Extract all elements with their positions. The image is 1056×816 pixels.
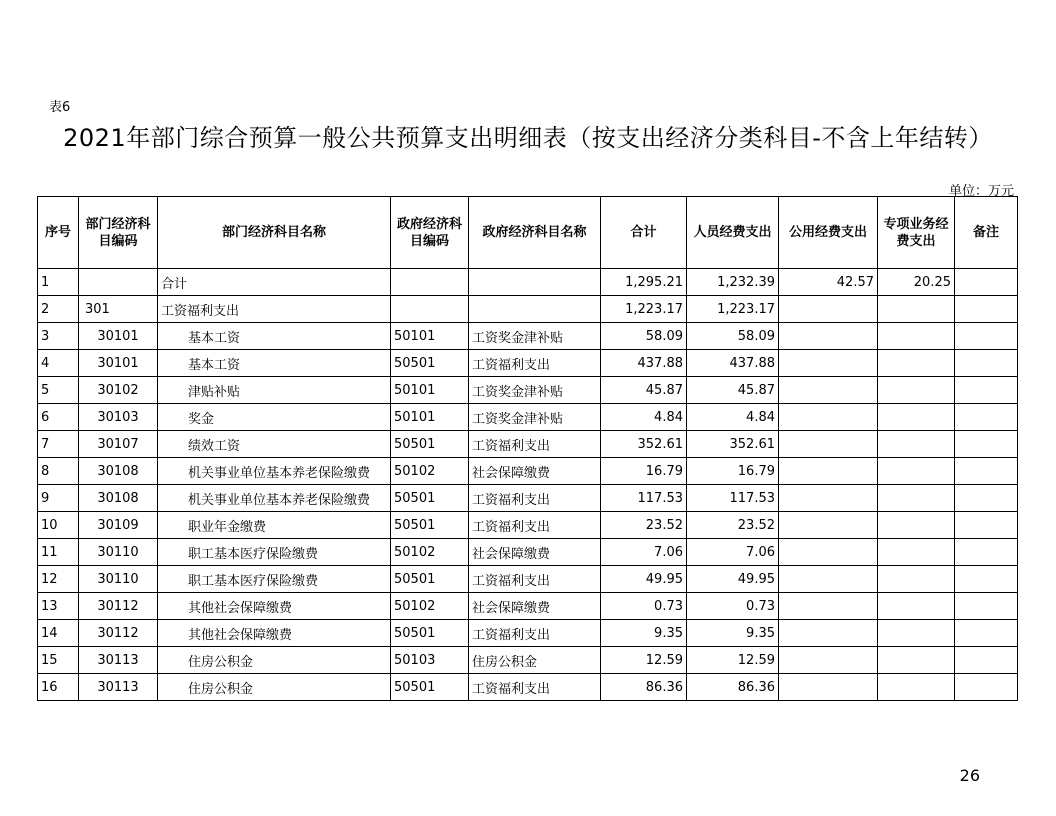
cell-gov-code: 50101 xyxy=(391,404,469,431)
cell-dept-code xyxy=(79,269,158,296)
cell-special xyxy=(878,539,955,566)
table-row xyxy=(38,350,1018,377)
cell-gov-code: 50501 xyxy=(391,566,469,593)
cell-total: 9.35 xyxy=(601,620,687,647)
table-body xyxy=(38,269,1018,701)
cell-special xyxy=(878,512,955,539)
cell-personnel: 23.52 xyxy=(687,512,779,539)
cell-seq: 1 xyxy=(38,269,79,296)
cell-public xyxy=(779,377,878,404)
cell-remark xyxy=(955,377,1018,404)
cell-special xyxy=(878,485,955,512)
cell-remark xyxy=(955,350,1018,377)
cell-public xyxy=(779,458,878,485)
cell-public xyxy=(779,404,878,431)
cell-gov-name: 工资福利支出 xyxy=(469,431,601,458)
cell-special: 20.25 xyxy=(878,269,955,296)
cell-gov-code: 50102 xyxy=(391,458,469,485)
cell-personnel: 1,223.17 xyxy=(687,296,779,323)
cell-total: 49.95 xyxy=(601,566,687,593)
header-total: 合计 xyxy=(601,197,687,269)
cell-remark xyxy=(955,566,1018,593)
cell-remark xyxy=(955,404,1018,431)
unit-label: 单位：万元 xyxy=(948,184,1014,199)
cell-total: 12.59 xyxy=(601,647,687,674)
cell-gov-name: 社会保障缴费 xyxy=(469,458,601,485)
table-row xyxy=(38,296,1018,323)
cell-personnel: 7.06 xyxy=(687,539,779,566)
cell-dept-name: 职业年金缴费 xyxy=(158,512,391,539)
cell-remark xyxy=(955,593,1018,620)
header-seq: 序号 xyxy=(38,197,79,269)
cell-dept-name: 合计 xyxy=(158,269,391,296)
cell-public xyxy=(779,485,878,512)
cell-dept-code: 30109 xyxy=(79,512,158,539)
cell-gov-name: 工资奖金津补贴 xyxy=(469,404,601,431)
cell-special xyxy=(878,404,955,431)
cell-gov-code: 50501 xyxy=(391,512,469,539)
header-gov-name: 政府经济科目名称 xyxy=(469,197,601,269)
cell-remark xyxy=(955,269,1018,296)
cell-seq: 9 xyxy=(38,485,79,512)
table-row xyxy=(38,674,1018,701)
table-row xyxy=(38,485,1018,512)
cell-seq: 7 xyxy=(38,431,79,458)
header-special: 专项业务经费支出 xyxy=(878,197,955,269)
cell-total: 45.87 xyxy=(601,377,687,404)
table-row xyxy=(38,647,1018,674)
cell-public xyxy=(779,539,878,566)
cell-gov-name: 社会保障缴费 xyxy=(469,593,601,620)
page-number: 26 xyxy=(959,766,980,785)
page-title: 2021年部门综合预算一般公共预算支出明细表（按支出经济分类科目-不含上年结转） xyxy=(63,124,993,152)
cell-seq: 5 xyxy=(38,377,79,404)
cell-remark xyxy=(955,485,1018,512)
cell-gov-code: 50501 xyxy=(391,620,469,647)
budget-table xyxy=(37,196,1018,701)
cell-seq: 16 xyxy=(38,674,79,701)
cell-gov-code: 50102 xyxy=(391,539,469,566)
cell-gov-code: 50501 xyxy=(391,431,469,458)
table-row xyxy=(38,458,1018,485)
cell-remark xyxy=(955,512,1018,539)
cell-dept-name: 基本工资 xyxy=(158,350,391,377)
cell-special xyxy=(878,377,955,404)
cell-personnel: 16.79 xyxy=(687,458,779,485)
cell-personnel: 45.87 xyxy=(687,377,779,404)
table-row xyxy=(38,323,1018,350)
cell-seq: 10 xyxy=(38,512,79,539)
cell-seq: 15 xyxy=(38,647,79,674)
cell-gov-code xyxy=(391,269,469,296)
cell-special xyxy=(878,593,955,620)
cell-gov-name xyxy=(469,269,601,296)
cell-dept-code: 30112 xyxy=(79,593,158,620)
cell-personnel: 58.09 xyxy=(687,323,779,350)
cell-remark xyxy=(955,539,1018,566)
table-row xyxy=(38,269,1018,296)
cell-special xyxy=(878,674,955,701)
cell-dept-name: 其他社会保障缴费 xyxy=(158,593,391,620)
header-dept-name: 部门经济科目名称 xyxy=(158,197,391,269)
cell-special xyxy=(878,431,955,458)
cell-public xyxy=(779,350,878,377)
cell-dept-code: 30107 xyxy=(79,431,158,458)
cell-gov-code: 50101 xyxy=(391,323,469,350)
cell-dept-name: 机关事业单位基本养老保险缴费 xyxy=(158,458,391,485)
cell-seq: 2 xyxy=(38,296,79,323)
cell-special xyxy=(878,296,955,323)
cell-dept-code: 30103 xyxy=(79,404,158,431)
cell-public xyxy=(779,512,878,539)
cell-dept-code: 30110 xyxy=(79,566,158,593)
cell-seq: 3 xyxy=(38,323,79,350)
cell-public: 42.57 xyxy=(779,269,878,296)
cell-gov-name: 工资福利支出 xyxy=(469,674,601,701)
cell-total: 117.53 xyxy=(601,485,687,512)
cell-personnel: 437.88 xyxy=(687,350,779,377)
cell-remark xyxy=(955,458,1018,485)
cell-dept-name: 津贴补贴 xyxy=(158,377,391,404)
cell-gov-code: 50101 xyxy=(391,377,469,404)
cell-gov-name: 社会保障缴费 xyxy=(469,539,601,566)
header-row xyxy=(38,197,1018,269)
cell-remark xyxy=(955,620,1018,647)
cell-personnel: 4.84 xyxy=(687,404,779,431)
cell-total: 1,295.21 xyxy=(601,269,687,296)
cell-gov-name: 工资福利支出 xyxy=(469,350,601,377)
cell-remark xyxy=(955,431,1018,458)
cell-dept-code: 30112 xyxy=(79,620,158,647)
cell-dept-code: 30110 xyxy=(79,539,158,566)
cell-dept-code: 30101 xyxy=(79,350,158,377)
cell-remark xyxy=(955,647,1018,674)
cell-total: 16.79 xyxy=(601,458,687,485)
cell-dept-code: 30101 xyxy=(79,323,158,350)
cell-public xyxy=(779,620,878,647)
cell-public xyxy=(779,296,878,323)
table-row xyxy=(38,431,1018,458)
cell-gov-code: 50501 xyxy=(391,674,469,701)
cell-dept-code: 30102 xyxy=(79,377,158,404)
header-remark: 备注 xyxy=(955,197,1018,269)
cell-public xyxy=(779,647,878,674)
cell-gov-name: 住房公积金 xyxy=(469,647,601,674)
cell-public xyxy=(779,593,878,620)
cell-gov-code: 50501 xyxy=(391,485,469,512)
cell-gov-name: 工资福利支出 xyxy=(469,566,601,593)
cell-personnel: 12.59 xyxy=(687,647,779,674)
cell-seq: 8 xyxy=(38,458,79,485)
cell-special xyxy=(878,323,955,350)
cell-special xyxy=(878,620,955,647)
cell-dept-name: 工资福利支出 xyxy=(158,296,391,323)
cell-dept-name: 住房公积金 xyxy=(158,674,391,701)
cell-gov-name: 工资福利支出 xyxy=(469,485,601,512)
cell-special xyxy=(878,647,955,674)
cell-seq: 4 xyxy=(38,350,79,377)
cell-personnel: 352.61 xyxy=(687,431,779,458)
cell-remark xyxy=(955,296,1018,323)
cell-personnel: 1,232.39 xyxy=(687,269,779,296)
cell-total: 23.52 xyxy=(601,512,687,539)
cell-dept-code: 301 xyxy=(79,296,158,323)
cell-dept-name: 职工基本医疗保险缴费 xyxy=(158,566,391,593)
cell-dept-name: 其他社会保障缴费 xyxy=(158,620,391,647)
header-dept-code: 部门经济科目编码 xyxy=(79,197,158,269)
table-row xyxy=(38,377,1018,404)
cell-dept-name: 基本工资 xyxy=(158,323,391,350)
cell-personnel: 117.53 xyxy=(687,485,779,512)
cell-special xyxy=(878,566,955,593)
cell-dept-name: 奖金 xyxy=(158,404,391,431)
cell-dept-name: 机关事业单位基本养老保险缴费 xyxy=(158,485,391,512)
table-label: 表6 xyxy=(49,100,71,115)
cell-dept-code: 30108 xyxy=(79,458,158,485)
cell-gov-code: 50501 xyxy=(391,350,469,377)
cell-seq: 12 xyxy=(38,566,79,593)
cell-dept-name: 职工基本医疗保险缴费 xyxy=(158,539,391,566)
header-gov-code: 政府经济科目编码 xyxy=(391,197,469,269)
cell-seq: 14 xyxy=(38,620,79,647)
cell-total: 7.06 xyxy=(601,539,687,566)
cell-public xyxy=(779,674,878,701)
cell-special xyxy=(878,350,955,377)
cell-gov-name xyxy=(469,296,601,323)
cell-total: 1,223.17 xyxy=(601,296,687,323)
cell-total: 352.61 xyxy=(601,431,687,458)
cell-seq: 13 xyxy=(38,593,79,620)
cell-seq: 6 xyxy=(38,404,79,431)
cell-dept-name: 绩效工资 xyxy=(158,431,391,458)
cell-total: 86.36 xyxy=(601,674,687,701)
header-personnel: 人员经费支出 xyxy=(687,197,779,269)
cell-gov-code: 50102 xyxy=(391,593,469,620)
cell-dept-code: 30113 xyxy=(79,674,158,701)
cell-gov-name: 工资福利支出 xyxy=(469,512,601,539)
cell-personnel: 86.36 xyxy=(687,674,779,701)
cell-special xyxy=(878,458,955,485)
cell-public xyxy=(779,431,878,458)
table-row xyxy=(38,566,1018,593)
cell-gov-code xyxy=(391,296,469,323)
cell-personnel: 9.35 xyxy=(687,620,779,647)
cell-dept-code: 30113 xyxy=(79,647,158,674)
cell-gov-name: 工资奖金津补贴 xyxy=(469,377,601,404)
cell-dept-code: 30108 xyxy=(79,485,158,512)
cell-total: 0.73 xyxy=(601,593,687,620)
cell-remark xyxy=(955,323,1018,350)
cell-public xyxy=(779,323,878,350)
cell-seq: 11 xyxy=(38,539,79,566)
cell-total: 58.09 xyxy=(601,323,687,350)
table-row xyxy=(38,512,1018,539)
cell-personnel: 49.95 xyxy=(687,566,779,593)
header-public: 公用经费支出 xyxy=(779,197,878,269)
cell-dept-name: 住房公积金 xyxy=(158,647,391,674)
table-header xyxy=(38,197,1018,269)
cell-gov-name: 工资福利支出 xyxy=(469,620,601,647)
table-row xyxy=(38,620,1018,647)
cell-total: 4.84 xyxy=(601,404,687,431)
table-row xyxy=(38,593,1018,620)
table-row xyxy=(38,404,1018,431)
cell-gov-code: 50103 xyxy=(391,647,469,674)
cell-gov-name: 工资奖金津补贴 xyxy=(469,323,601,350)
cell-total: 437.88 xyxy=(601,350,687,377)
table-row xyxy=(38,539,1018,566)
cell-public xyxy=(779,566,878,593)
cell-personnel: 0.73 xyxy=(687,593,779,620)
cell-remark xyxy=(955,674,1018,701)
